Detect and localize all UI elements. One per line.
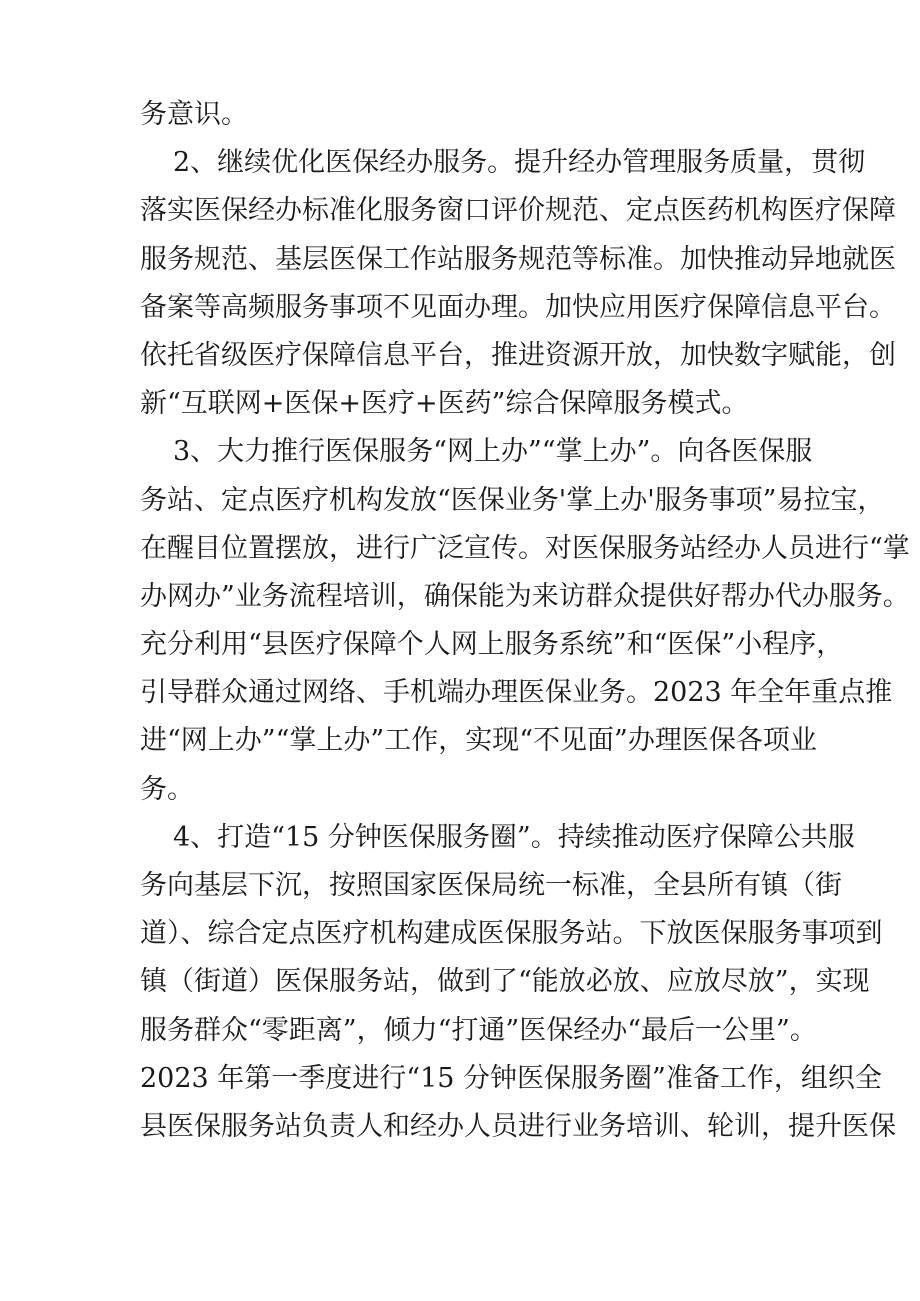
- text-line: 落实医保经办标准化服务窗口评价规范、定点医药机构医疗保障: [140, 195, 896, 227]
- text-line: 服务规范、基层医保工作站服务规范等标准。加快推动异地就医: [140, 243, 896, 275]
- text-line: 依托省级医疗保障信息平台，推进资源开放，加快数字赋能，创: [140, 339, 896, 371]
- text-line: 务。: [140, 773, 194, 805]
- text-line: 4、打造“15 分钟医保服务圈”。持续推动医疗保障公共服: [173, 821, 855, 853]
- text-line: 办网办”业务流程培训，确保能为来访群众提供好帮办代办服务。: [140, 580, 910, 612]
- text-line: 2、继续优化医保经办服务。提升经办管理服务质量，贯彻: [173, 147, 866, 179]
- text-line: 充分利用“县医疗保障个人网上服务系统”和“医保”小程序，: [140, 629, 844, 661]
- text-line: 服务群众“零距离”，倾力“打通”医保经办“最后一公里”。: [140, 1014, 817, 1046]
- text-line: 新“互联网+医保+医疗+医药”综合保障服务模式。: [140, 388, 749, 420]
- text-line: 进“网上办”“掌上办”工作，实现“不见面”办理医保各项业: [140, 725, 817, 757]
- text-line: 县医保服务站负责人和经办人员进行业务培训、轮训，提升医保: [140, 1110, 896, 1142]
- text-line: 在醒目位置摆放，进行广泛宣传。对医保服务站经办人员进行“掌: [140, 532, 910, 564]
- text-line: 3、大力推行医保服务“网上办”“掌上办”。向各医保服: [173, 436, 813, 468]
- text-line: 务站、定点医疗机构发放“医保业务'掌上办'服务事项”易拉宝，: [140, 484, 885, 516]
- text-line: 道）、综合定点医疗机构建成医保服务站。下放医保服务事项到: [140, 918, 883, 950]
- text-line: 务向基层下沉，按照国家医保局统一标准，全县所有镇（街: [140, 870, 842, 901]
- text-line: 引导群众通过网络、手机端办理医保业务。2023 年全年重点推: [140, 677, 893, 709]
- document-page: [140, 91, 910, 1151]
- text-line: 务意识。: [140, 99, 248, 130]
- text-line: 2023 年第一季度进行“15 分钟医保服务圈”准备工作，组织全: [140, 1062, 882, 1094]
- text-line: 备案等高频服务事项不见面办理。加快应用医疗保障信息平台。: [140, 291, 896, 323]
- text-line: 镇（街道）医保服务站，做到了“能放必放、应放尽放”，实现: [140, 966, 870, 998]
